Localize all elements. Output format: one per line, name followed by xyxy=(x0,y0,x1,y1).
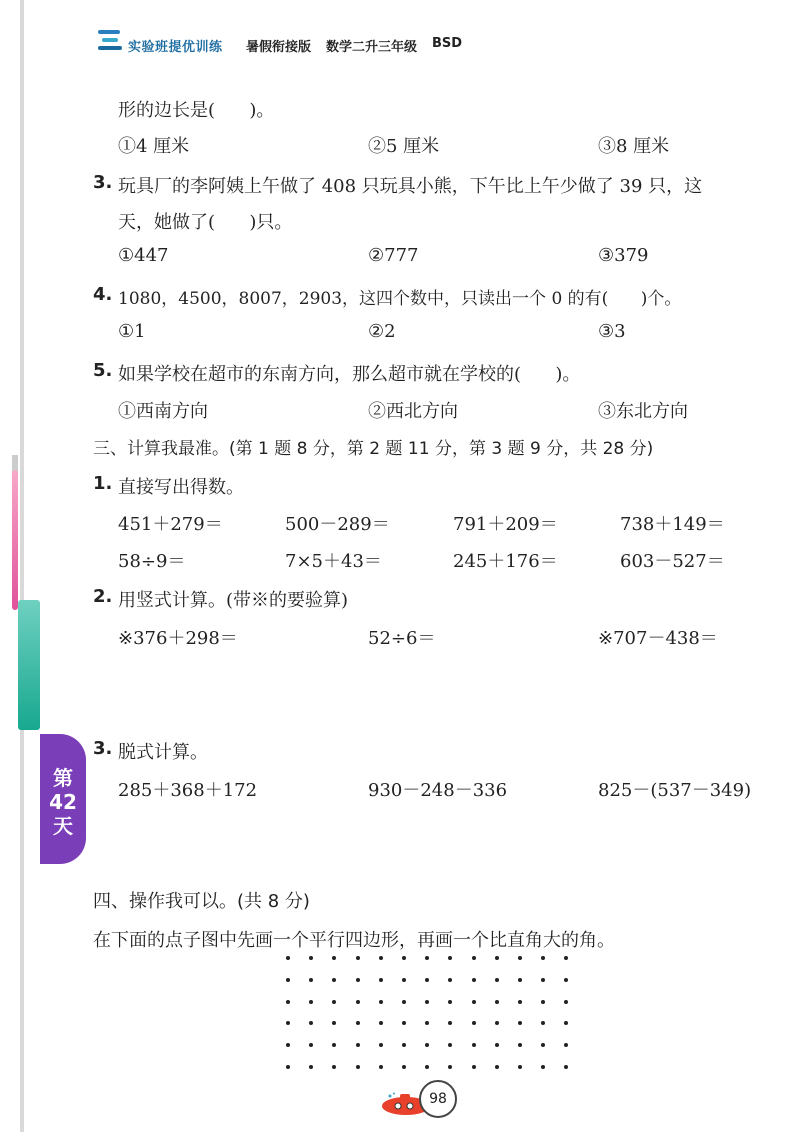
grid-dot xyxy=(402,978,406,982)
day-tab-line2: 42 xyxy=(49,790,77,814)
grid-dot xyxy=(448,1000,452,1004)
q3-option-3: ③379 xyxy=(598,245,649,266)
header-title: 实验班提优训练 xyxy=(128,40,223,55)
grid-dot xyxy=(309,1065,313,1069)
stepwise-calc-1: 285＋368＋172 xyxy=(118,780,258,801)
grid-dot xyxy=(518,1021,522,1025)
grid-dot xyxy=(495,1021,499,1025)
grid-dot xyxy=(402,1065,406,1069)
day-tab-line1: 第 xyxy=(53,766,73,790)
grid-dot xyxy=(448,1043,452,1047)
q3-option-1: ①447 xyxy=(118,245,169,266)
grid-dot xyxy=(379,1043,383,1047)
grid-dot xyxy=(332,1000,336,1004)
calc-1-2: 500－289＝ xyxy=(285,514,390,535)
grid-dot xyxy=(332,1065,336,1069)
grid-dot xyxy=(541,1000,545,1004)
q2-option-2: ②5 厘米 xyxy=(368,136,440,157)
grid-dot xyxy=(495,1043,499,1047)
grid-dot xyxy=(356,956,360,960)
grid-dot xyxy=(425,1043,429,1047)
section4-title: 四、操作我可以。(共 8 分) xyxy=(93,891,310,912)
calc-1-4: 738＋149＝ xyxy=(620,514,725,535)
calc-2-3: 245＋176＝ xyxy=(453,551,558,572)
grid-dot xyxy=(332,956,336,960)
grid-dot xyxy=(541,1043,545,1047)
grid-dot xyxy=(495,978,499,982)
grid-dot xyxy=(564,1065,568,1069)
header-edition: 暑假衔接版 xyxy=(246,40,312,55)
grid-dot xyxy=(332,1021,336,1025)
q4-text: 1080，4500，8007，2903，这四个数中，只读出一个 0 的有( )个。 xyxy=(118,289,682,309)
grid-dot xyxy=(402,1000,406,1004)
header-grade: 数学二升三年级 xyxy=(326,40,418,55)
q3-text-line1: 玩具厂的李阿姨上午做了 408 只玩具小熊，下午比上午少做了 39 只，这 xyxy=(118,176,703,197)
q3-option-2: ②777 xyxy=(368,245,419,266)
grid-dot xyxy=(379,1000,383,1004)
grid-dot xyxy=(495,1000,499,1004)
stepwise-calc-2: 930－248－336 xyxy=(368,780,508,801)
grid-dot xyxy=(356,1065,360,1069)
s3-p3-text: 脱式计算。 xyxy=(118,742,208,763)
grid-dot xyxy=(286,1065,290,1069)
grid-dot xyxy=(356,1021,360,1025)
s3-p1-number: 1. xyxy=(93,473,113,494)
grid-dot xyxy=(472,978,476,982)
grid-dot xyxy=(379,1021,383,1025)
grid-dot xyxy=(541,1065,545,1069)
grid-dot xyxy=(425,956,429,960)
q5-text: 如果学校在超市的东南方向，那么超市就在学校的( )。 xyxy=(118,364,581,385)
grid-dot xyxy=(356,1000,360,1004)
grid-dot xyxy=(286,1000,290,1004)
grid-dot xyxy=(425,1021,429,1025)
calc-2-1: 58÷9＝ xyxy=(118,551,186,572)
book-logo-icon xyxy=(96,26,126,56)
grid-dot xyxy=(495,956,499,960)
grid-dot xyxy=(379,978,383,982)
q3-number: 3. xyxy=(93,172,113,193)
left-decor-teal xyxy=(18,600,40,730)
grid-dot xyxy=(518,1043,522,1047)
q5-option-2: ②西北方向 xyxy=(368,401,458,422)
grid-dot xyxy=(448,1065,452,1069)
grid-dot xyxy=(356,1043,360,1047)
grid-dot xyxy=(309,1000,313,1004)
grid-dot xyxy=(564,978,568,982)
section3-title: 三、计算我最准。(第 1 题 8 分，第 2 题 11 分，第 3 题 9 分，共 28 分) xyxy=(93,439,654,459)
q5-option-3: ③东北方向 xyxy=(598,401,688,422)
grid-dot xyxy=(472,1043,476,1047)
grid-dot xyxy=(286,956,290,960)
q4-number: 4. xyxy=(93,284,113,305)
q4-option-1: ①1 xyxy=(118,321,146,342)
grid-dot xyxy=(309,956,313,960)
grid-dot xyxy=(564,1043,568,1047)
s3-p2-text: 用竖式计算。(带※的要验算) xyxy=(118,590,349,611)
grid-dot xyxy=(518,1065,522,1069)
grid-dot xyxy=(518,978,522,982)
left-margin-line xyxy=(20,0,24,1132)
grid-dot xyxy=(472,956,476,960)
grid-dot xyxy=(564,1021,568,1025)
grid-dot xyxy=(472,1000,476,1004)
day-tab-line3: 天 xyxy=(53,814,73,838)
grid-dot xyxy=(379,956,383,960)
q4-option-3: ③3 xyxy=(598,321,626,342)
page-number: 98 xyxy=(419,1080,457,1118)
grid-dot xyxy=(402,1021,406,1025)
grid-dot xyxy=(286,978,290,982)
grid-dot xyxy=(425,1000,429,1004)
calc-2-2: 7×5＋43＝ xyxy=(285,551,382,572)
header-code: BSD xyxy=(432,36,463,51)
grid-dot xyxy=(356,978,360,982)
q5-option-1: ①西南方向 xyxy=(118,401,208,422)
dot-grid[interactable] xyxy=(286,956,586,1074)
q2-continued-text: 形的边长是( )。 xyxy=(118,100,275,121)
grid-dot xyxy=(541,956,545,960)
calc-1-1: 451＋279＝ xyxy=(118,514,223,535)
vertical-calc-3: ※707－438＝ xyxy=(598,628,718,649)
grid-dot xyxy=(495,1065,499,1069)
grid-dot xyxy=(541,1021,545,1025)
day-tab xyxy=(40,734,86,864)
q4-option-2: ②2 xyxy=(368,321,396,342)
grid-dot xyxy=(402,956,406,960)
grid-dot xyxy=(448,956,452,960)
grid-dot xyxy=(286,1021,290,1025)
stepwise-calc-3: 825－(537－349) xyxy=(598,780,752,801)
s3-p2-number: 2. xyxy=(93,586,113,607)
grid-dot xyxy=(518,1000,522,1004)
left-decor-pink xyxy=(12,470,18,610)
calc-2-4: 603－527＝ xyxy=(620,551,725,572)
vertical-calc-2: 52÷6＝ xyxy=(368,628,436,649)
q2-option-1: ①4 厘米 xyxy=(118,136,190,157)
grid-dot xyxy=(425,978,429,982)
q3-text-line2: 天，她做了( )只。 xyxy=(118,212,293,233)
grid-dot xyxy=(564,1000,568,1004)
vertical-calc-1: ※376＋298＝ xyxy=(118,628,238,649)
q5-number: 5. xyxy=(93,360,113,381)
grid-dot xyxy=(402,1043,406,1047)
section4-text: 在下面的点子图中先画一个平行四边形，再画一个比直角大的角。 xyxy=(93,930,615,951)
grid-dot xyxy=(564,956,568,960)
calc-1-3: 791＋209＝ xyxy=(453,514,558,535)
grid-dot xyxy=(472,1065,476,1069)
grid-dot xyxy=(379,1065,383,1069)
grid-dot xyxy=(541,978,545,982)
q2-option-3: ③8 厘米 xyxy=(598,136,670,157)
grid-dot xyxy=(332,1043,336,1047)
grid-dot xyxy=(472,1021,476,1025)
grid-dot xyxy=(448,978,452,982)
grid-dot xyxy=(309,1043,313,1047)
grid-dot xyxy=(309,1021,313,1025)
grid-dot xyxy=(309,978,313,982)
grid-dot xyxy=(448,1021,452,1025)
grid-dot xyxy=(425,1065,429,1069)
s3-p3-number: 3. xyxy=(93,738,113,759)
s3-p1-text: 直接写出得数。 xyxy=(118,477,244,498)
grid-dot xyxy=(286,1043,290,1047)
grid-dot xyxy=(518,956,522,960)
grid-dot xyxy=(332,978,336,982)
